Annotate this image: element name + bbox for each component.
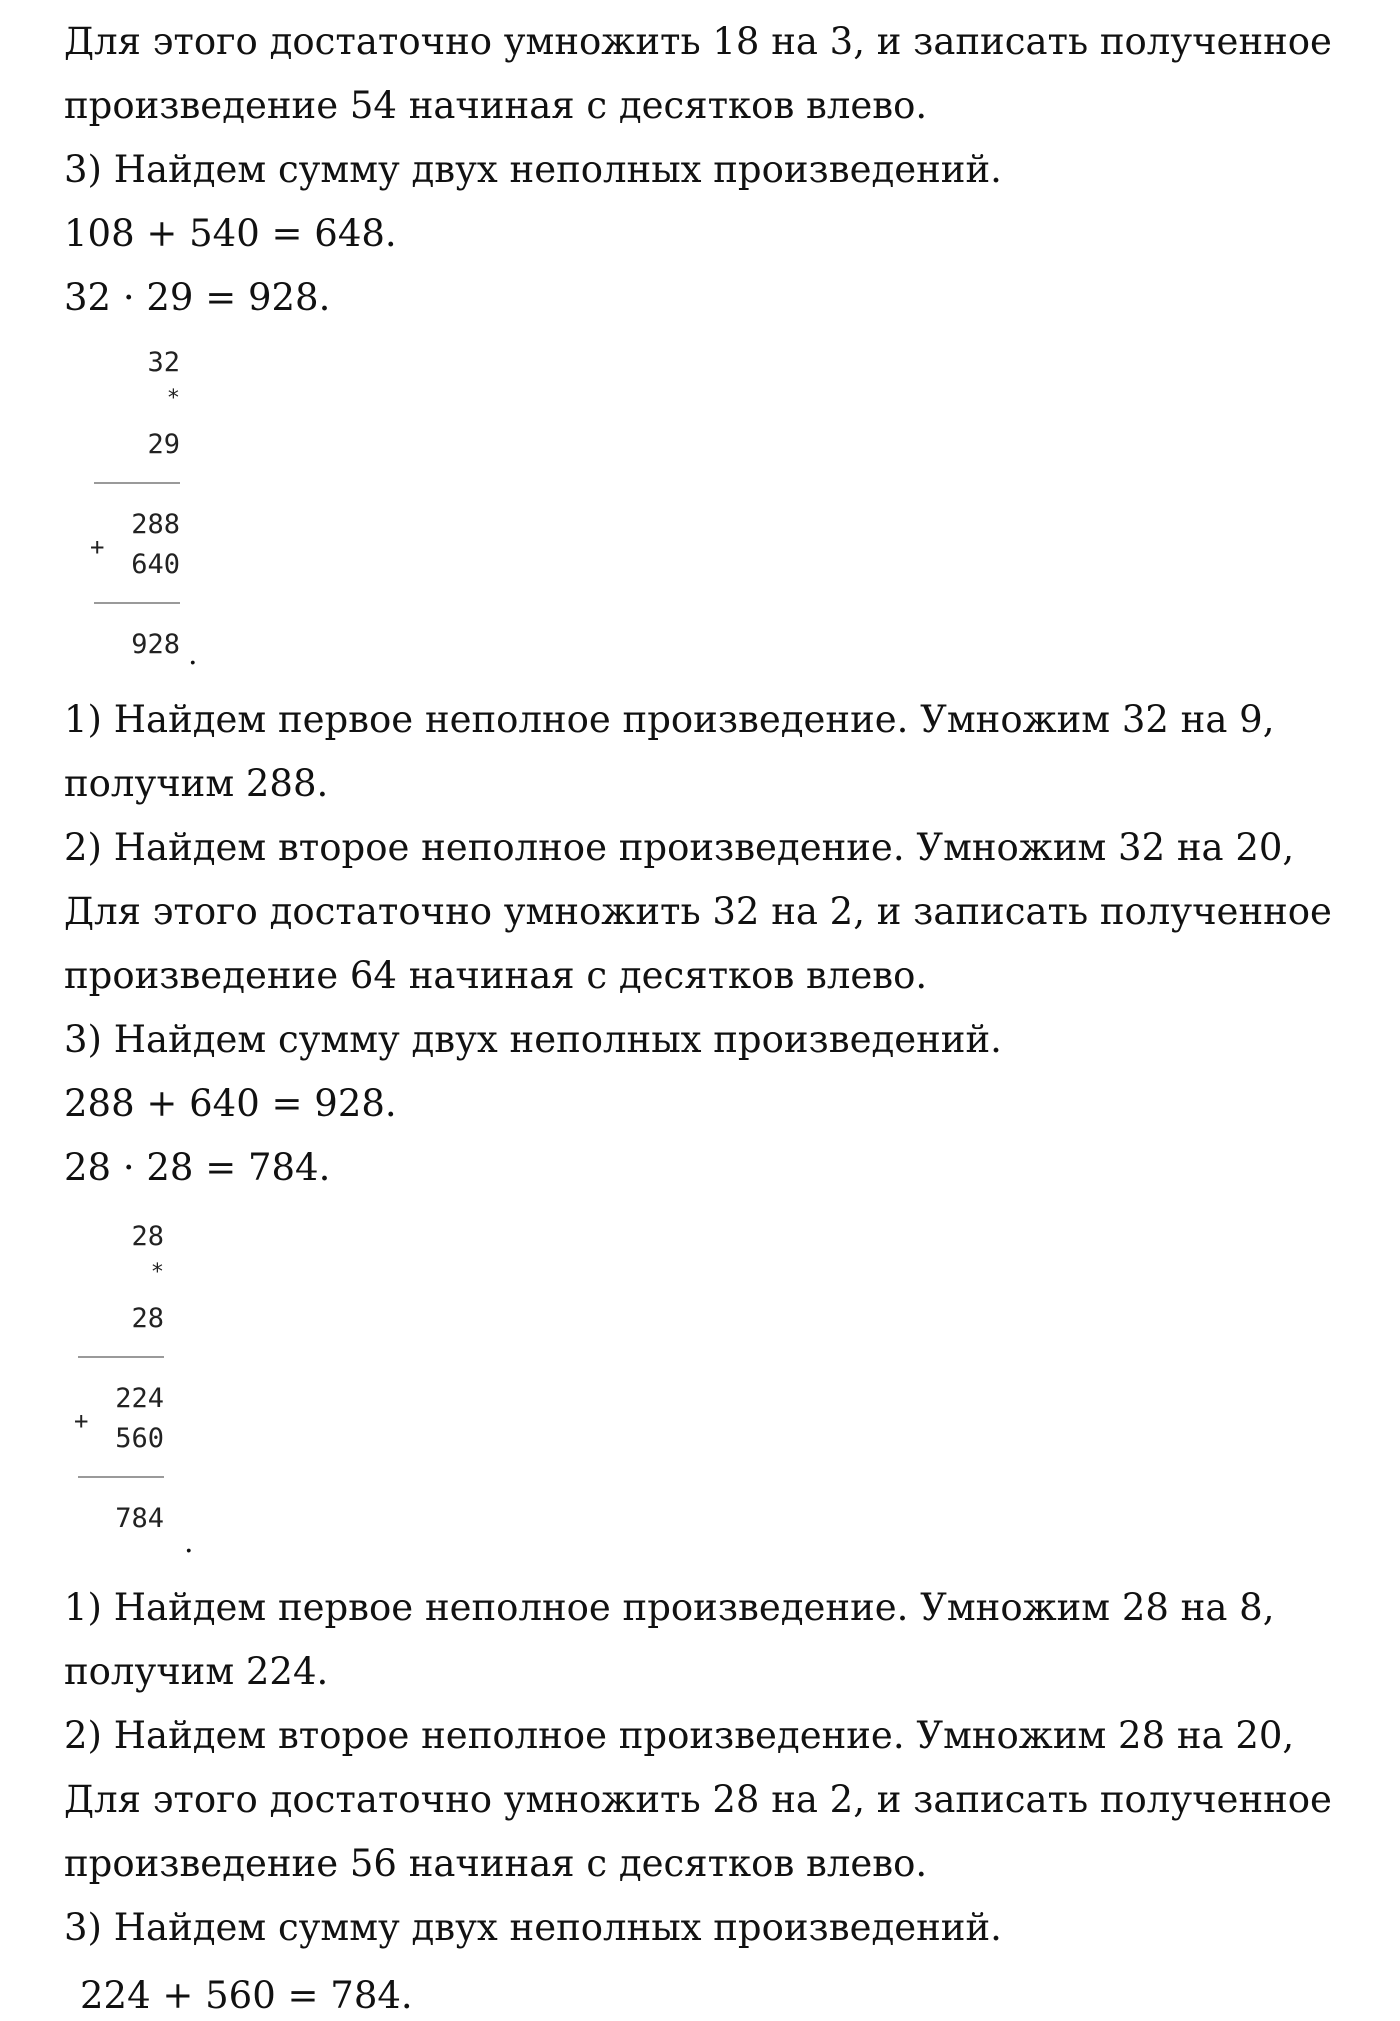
multiply-sign: * [166, 386, 180, 411]
plus-sign: + [74, 1407, 89, 1435]
product-result: 928 [131, 629, 180, 660]
equation-line: 288 + 640 = 928. [64, 1082, 397, 1125]
partial-product-1: 288 [131, 509, 180, 540]
text-line: произведение 54 начиная с десятков влево. [64, 84, 928, 127]
text-line: Для этого достаточно умножить 28 на 2, и записать полученное [64, 1778, 1332, 1821]
equation-line: 32 · 29 = 928. [64, 276, 331, 319]
text-line: 3) Найдем сумму двух неполных произведений. [64, 1018, 1002, 1061]
text-line: Для этого достаточно умножить 18 на 3, и записать полученное [64, 20, 1332, 63]
trailing-dot: . [184, 1525, 194, 1560]
column-multiplication [90, 348, 180, 668]
text-line: произведение 64 начиная с десятков влево. [64, 954, 928, 997]
multiplicand: 32 [147, 347, 180, 378]
text-line: 3) Найдем сумму двух неполных произведений. [64, 1906, 1002, 1949]
text-line: получим 224. [64, 1650, 329, 1693]
text-line: получим 288. [64, 762, 329, 805]
text-line: 2) Найдем второе неполное произведение. Умножим 28 на 20, [64, 1714, 1295, 1757]
divider-line [94, 602, 180, 604]
divider-line [78, 1356, 164, 1358]
trailing-dot: . [188, 637, 198, 672]
multiplier: 29 [147, 429, 180, 460]
text-line: 1) Найдем первое неполное произведение. Умножим 28 на 8, [64, 1586, 1275, 1629]
divider-line [94, 482, 180, 484]
multiplier: 28 [131, 1303, 164, 1334]
equation-line: 224 + 560 = 784. [80, 1974, 413, 2017]
partial-product-1: 224 [115, 1383, 164, 1414]
text-line: Для этого достаточно умножить 32 на 2, и записать полученное [64, 890, 1332, 933]
column-multiplication [74, 1222, 164, 1542]
equation-line: 28 · 28 = 784. [64, 1146, 331, 1189]
text-line: 2) Найдем второе неполное произведение. Умножим 32 на 20, [64, 826, 1295, 869]
text-line: 1) Найдем первое неполное произведение. Умножим 32 на 9, [64, 698, 1275, 741]
product-result: 784 [115, 1503, 164, 1534]
partial-product-2: 560 [115, 1423, 164, 1454]
multiplicand: 28 [131, 1221, 164, 1252]
text-line: 3) Найдем сумму двух неполных произведений. [64, 148, 1002, 191]
partial-product-2: 640 [131, 549, 180, 580]
multiply-sign: * [150, 1260, 164, 1285]
plus-sign: + [90, 533, 105, 561]
equation-line: 108 + 540 = 648. [64, 212, 397, 255]
divider-line [78, 1476, 164, 1478]
text-line: произведение 56 начиная с десятков влево. [64, 1842, 928, 1885]
